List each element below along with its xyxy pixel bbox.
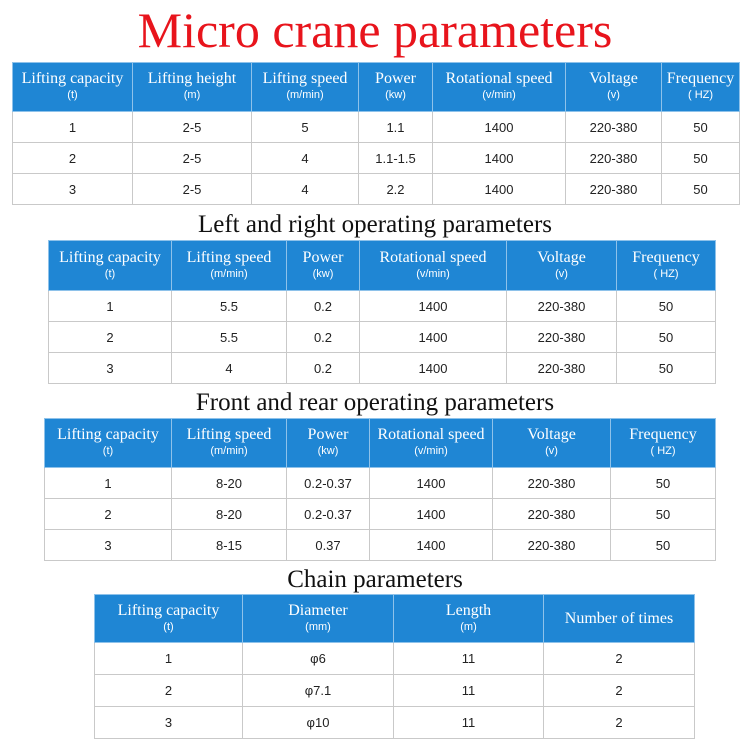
column-header-label: Diameter	[288, 601, 348, 619]
table-cell: 1	[49, 291, 172, 322]
column-header-label: Number of times	[564, 610, 674, 627]
table-cell: 220-380	[507, 291, 617, 322]
column-header	[394, 595, 544, 643]
table-row	[95, 707, 695, 739]
table-cell: 3	[95, 707, 243, 739]
column-header-label: Lifting speed	[186, 426, 272, 443]
table-cell: 220-380	[493, 499, 611, 530]
table-cell: 4	[252, 143, 359, 174]
column-header	[172, 419, 287, 468]
table-cell: 1400	[433, 143, 566, 174]
table-cell: 50	[611, 468, 716, 499]
table-cell: 1	[95, 643, 243, 675]
table-cell: 2	[45, 499, 172, 530]
section-title-chain: Chain parameters	[287, 566, 463, 593]
column-header	[360, 241, 507, 291]
table-row	[45, 468, 716, 499]
table-cell: 2	[13, 143, 133, 174]
table-cell: φ10	[243, 707, 394, 739]
column-header	[287, 241, 360, 291]
table-cell: 2-5	[133, 143, 252, 174]
column-header	[49, 241, 172, 291]
column-header-unit: (v)	[555, 267, 568, 280]
column-header-unit: (m/min)	[210, 445, 248, 457]
table-cell: 50	[617, 291, 716, 322]
column-header	[252, 63, 359, 112]
column-header-label: Voltage	[527, 426, 576, 443]
column-header-label: Length	[445, 601, 492, 619]
table-cell: 1400	[433, 174, 566, 205]
table-cell: 50	[617, 322, 716, 353]
table-cell: 1400	[370, 468, 493, 499]
table-row	[45, 530, 716, 561]
column-header-unit: (m)	[460, 620, 477, 633]
column-header	[287, 419, 370, 468]
column-header-label: Power	[307, 426, 349, 443]
column-header-label: Lifting capacity	[59, 248, 161, 266]
column-header-unit: (v/min)	[482, 89, 516, 101]
table-cell: 8-15	[172, 530, 287, 561]
column-header-label: Voltage	[589, 70, 638, 87]
column-header-unit: (kw)	[385, 89, 406, 101]
table-row	[49, 322, 716, 353]
column-header	[507, 241, 617, 291]
table-cell: 3	[45, 530, 172, 561]
column-header-unit: ( HZ)	[653, 267, 679, 280]
column-header-label: Lifting capacity	[21, 70, 124, 87]
column-header	[662, 63, 740, 112]
column-header-unit: (v)	[545, 445, 558, 457]
table-cell: 11	[394, 643, 544, 675]
column-header	[617, 241, 716, 291]
table-row	[13, 143, 740, 174]
table-cell: 220-380	[507, 353, 617, 384]
column-header	[172, 241, 287, 291]
crane-parameters-table	[12, 62, 740, 205]
table-cell: 1400	[370, 499, 493, 530]
column-header-unit: (t)	[163, 620, 174, 633]
table-cell: 50	[662, 112, 740, 143]
column-header-label: Lifting height	[147, 70, 237, 87]
table-cell: 11	[394, 675, 544, 707]
table-cell: 0.2	[287, 322, 360, 353]
header-row	[49, 241, 716, 291]
column-header-unit: (v)	[607, 89, 620, 101]
column-header	[493, 419, 611, 468]
column-header-label: Rotational speed	[379, 248, 487, 266]
table-cell: 50	[617, 353, 716, 384]
column-header	[13, 63, 133, 112]
table-cell: 8-20	[172, 468, 287, 499]
column-header	[133, 63, 252, 112]
table-cell: 1400	[370, 530, 493, 561]
table-cell: 220-380	[566, 112, 662, 143]
table-cell: 220-380	[566, 143, 662, 174]
table-cell: 4	[172, 353, 287, 384]
column-header-unit: (kw)	[317, 445, 339, 457]
table-cell: 1400	[433, 112, 566, 143]
table-cell: 8-20	[172, 499, 287, 530]
column-header-unit: ( HZ)	[687, 89, 714, 101]
column-header-unit: (t)	[102, 445, 114, 457]
column-header-label: Frequency	[632, 248, 700, 266]
column-header-unit: (t)	[104, 267, 116, 280]
header-row	[13, 63, 740, 112]
table-cell: 50	[662, 143, 740, 174]
table-cell: 11	[394, 707, 544, 739]
section-title-front-rear: Front and rear operating parameters	[195, 389, 555, 416]
table-row	[95, 643, 695, 675]
column-header-label: Lifting speed	[186, 248, 272, 266]
table-cell: 0.37	[287, 530, 370, 561]
table-cell: 1.1-1.5	[359, 143, 433, 174]
column-header-label: Power	[302, 248, 344, 266]
table-cell: 0.2-0.37	[287, 499, 370, 530]
table-row	[49, 353, 716, 384]
chain-parameters-table	[94, 594, 695, 739]
table-cell: 220-380	[493, 468, 611, 499]
column-header	[433, 63, 566, 112]
table-cell: 220-380	[507, 322, 617, 353]
column-header-unit: (m/min)	[210, 267, 248, 280]
table-row	[95, 675, 695, 707]
table-cell: 2	[544, 643, 695, 675]
column-header-unit: (v/min)	[414, 445, 448, 457]
table-cell: 1	[13, 112, 133, 143]
column-header-unit: (m/min)	[286, 89, 324, 101]
table-cell: 3	[13, 174, 133, 205]
column-header-label: Voltage	[537, 248, 586, 266]
table-cell: 2	[95, 675, 243, 707]
table-cell: 1	[45, 468, 172, 499]
column-header-unit: (t)	[67, 89, 78, 101]
section-title-left-right: Left and right operating parameters	[197, 211, 553, 238]
table-cell: φ6	[243, 643, 394, 675]
column-header-label: Lifting capacity	[57, 426, 159, 443]
front-rear-parameters-table	[44, 418, 716, 561]
table-cell: 2	[49, 322, 172, 353]
table-cell: φ7.1	[243, 675, 394, 707]
column-header-label: Frequency	[629, 426, 697, 443]
column-header	[95, 595, 243, 643]
table-cell: 5.5	[172, 322, 287, 353]
header-row	[45, 419, 716, 468]
table-cell: 2	[544, 707, 695, 739]
column-header	[611, 419, 716, 468]
column-header-unit: (mm)	[305, 620, 331, 633]
left-right-parameters-table	[48, 240, 716, 384]
table-cell: 3	[49, 353, 172, 384]
column-header-label: Lifting capacity	[117, 601, 220, 619]
table-cell: 50	[611, 530, 716, 561]
table-cell: 220-380	[566, 174, 662, 205]
table-cell: 50	[662, 174, 740, 205]
column-header	[243, 595, 394, 643]
column-header	[45, 419, 172, 468]
column-header-unit: (m)	[183, 89, 201, 101]
column-header-unit: (v/min)	[416, 267, 450, 280]
table-row	[13, 174, 740, 205]
page-title: Micro crane parameters	[137, 2, 613, 58]
column-header-label: Rotational speed	[445, 70, 553, 87]
header-row	[95, 595, 695, 643]
table-cell: 50	[611, 499, 716, 530]
column-header-label: Lifting speed	[262, 70, 348, 87]
table-cell: 2-5	[133, 174, 252, 205]
table-cell: 1400	[360, 322, 507, 353]
column-header	[566, 63, 662, 112]
column-header-unit: (kw)	[312, 267, 334, 280]
column-header	[359, 63, 433, 112]
column-header	[370, 419, 493, 468]
table-cell: 2-5	[133, 112, 252, 143]
table-cell: 5.5	[172, 291, 287, 322]
column-header-label: Frequency	[666, 70, 735, 87]
table-cell: 220-380	[493, 530, 611, 561]
column-header-unit: ( HZ)	[650, 445, 676, 457]
table-cell: 1.1	[359, 112, 433, 143]
table-cell: 2.2	[359, 174, 433, 205]
table-row	[45, 499, 716, 530]
table-cell: 4	[252, 174, 359, 205]
table-cell: 1400	[360, 291, 507, 322]
table-cell: 0.2	[287, 353, 360, 384]
column-header-label: Rotational speed	[377, 426, 485, 443]
column-header	[544, 595, 695, 643]
table-row	[49, 291, 716, 322]
table-cell: 0.2	[287, 291, 360, 322]
table-cell: 0.2-0.37	[287, 468, 370, 499]
table-row	[13, 112, 740, 143]
table-cell: 5	[252, 112, 359, 143]
table-cell: 2	[544, 675, 695, 707]
table-cell: 1400	[360, 353, 507, 384]
column-header-label: Power	[375, 70, 416, 87]
